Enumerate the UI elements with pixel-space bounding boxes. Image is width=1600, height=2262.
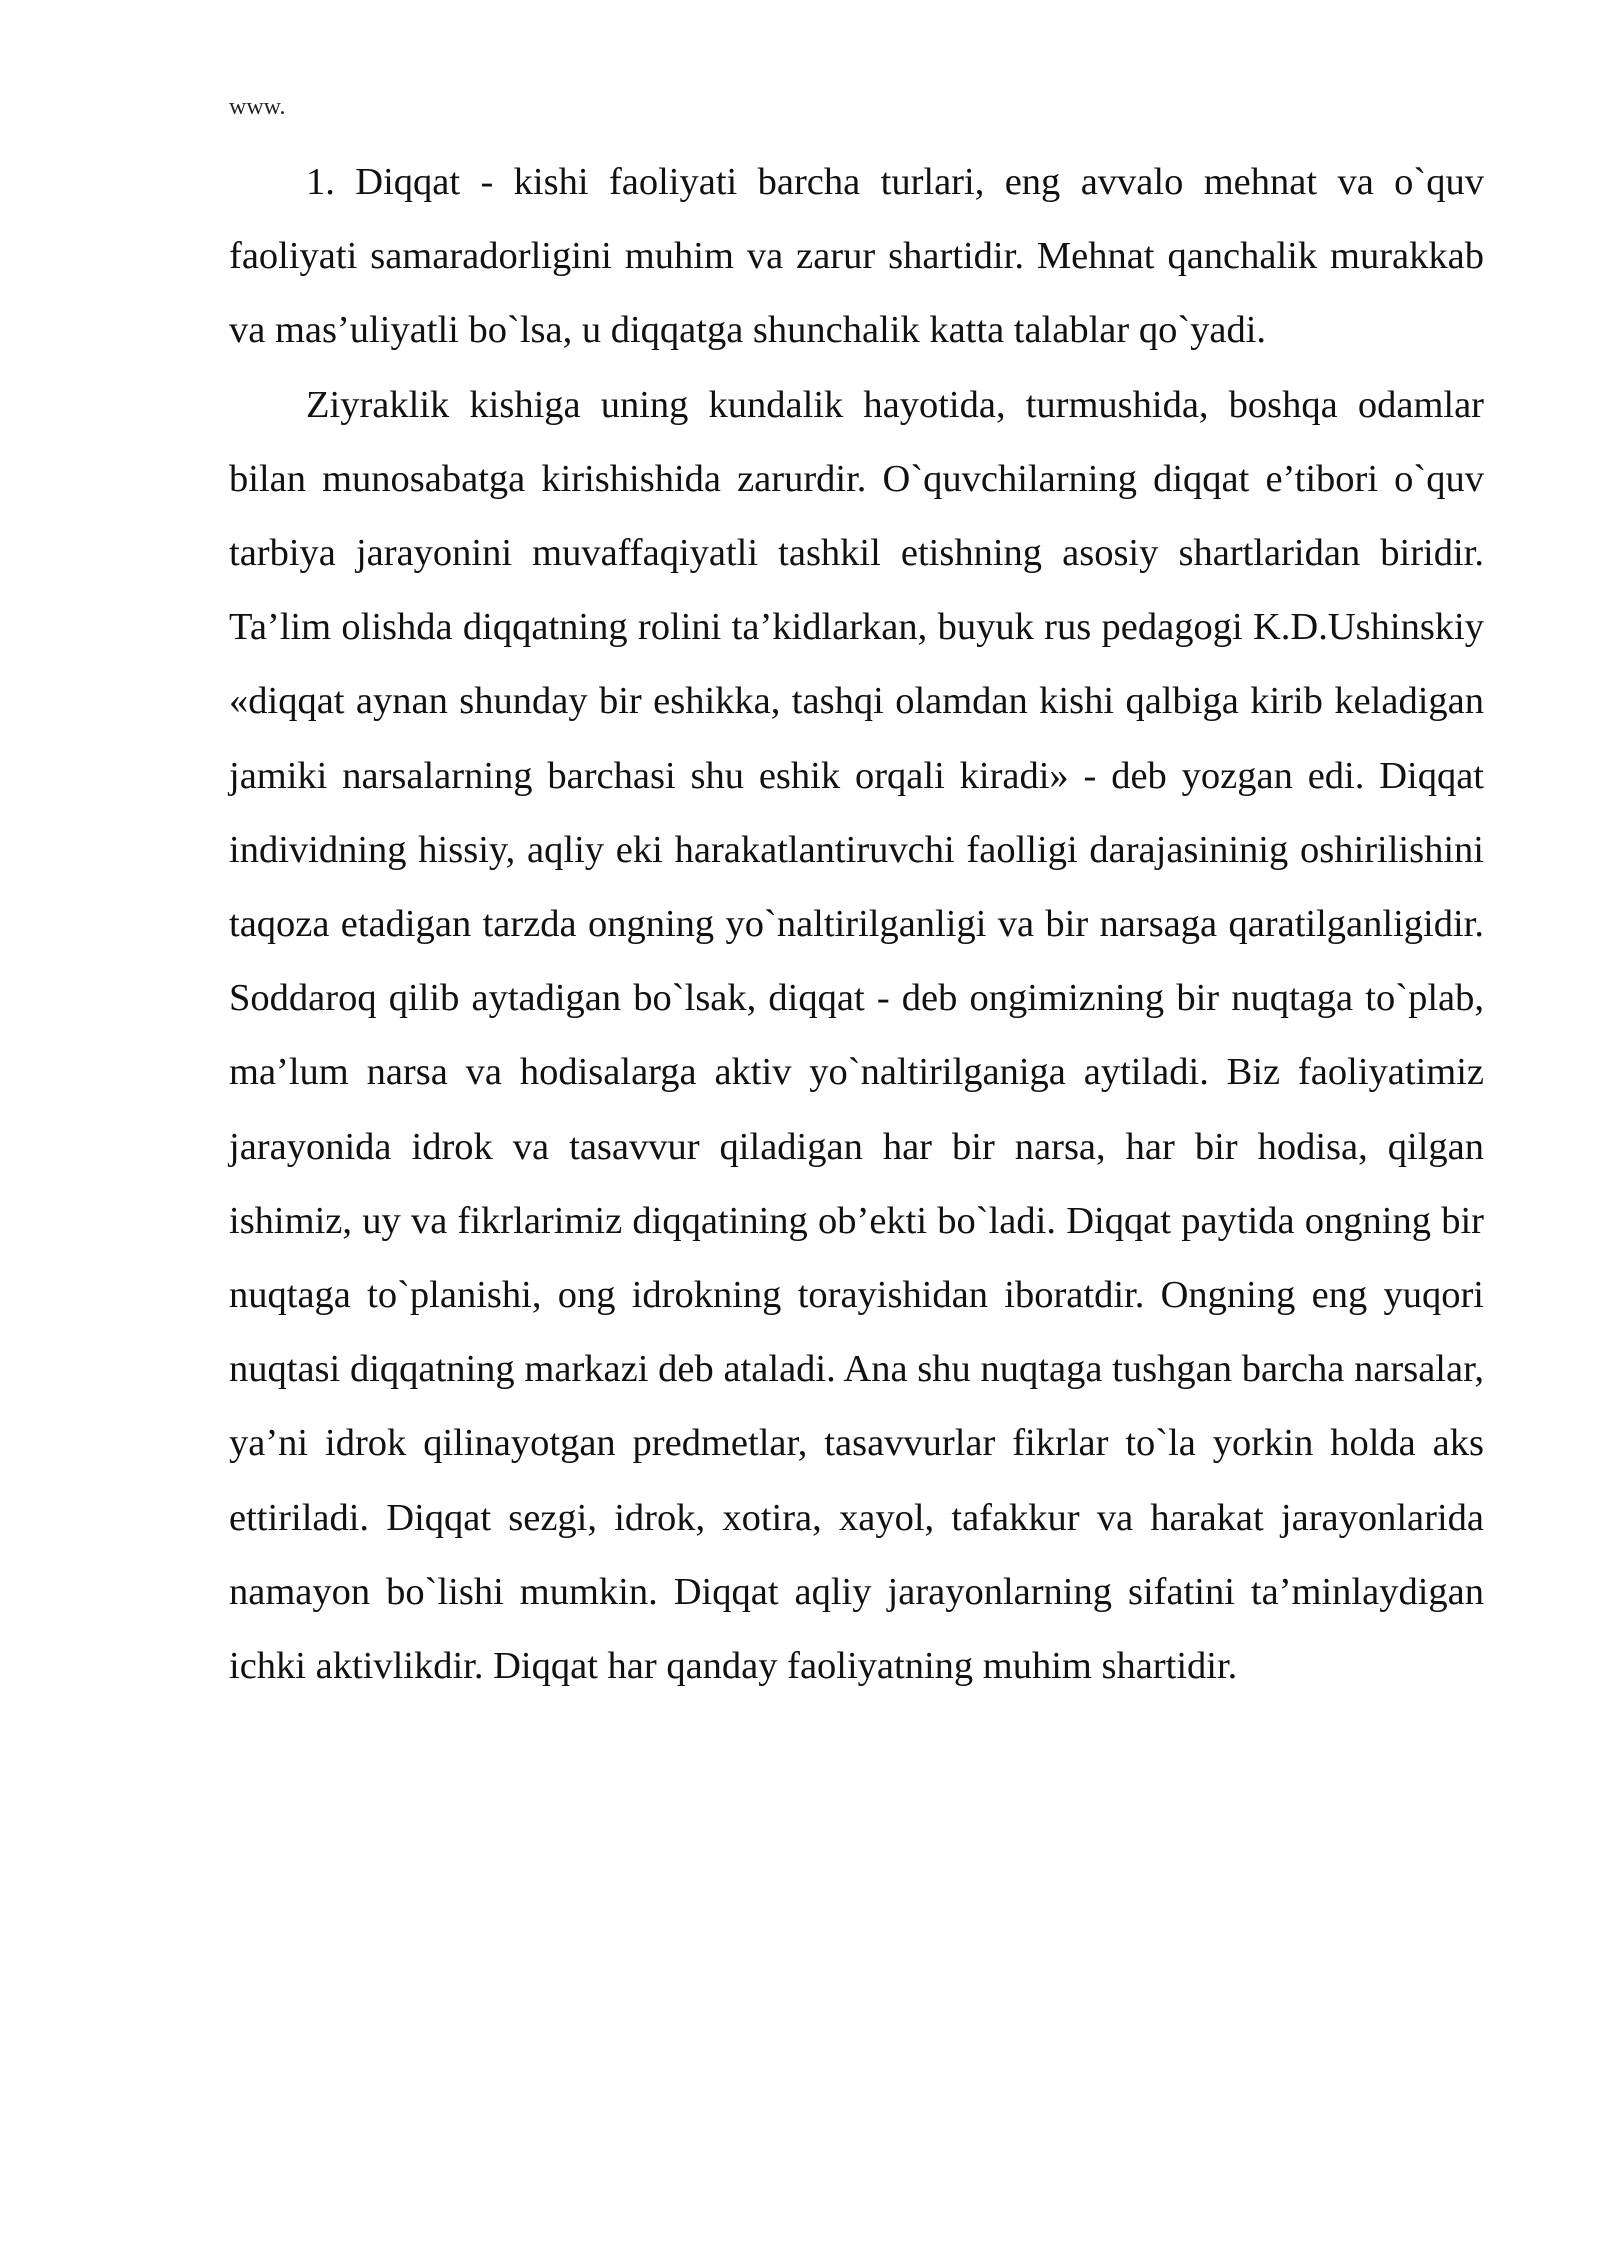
paragraph-attention-description: Ziyraklik kishiga uning kundalik hayotida, turmushida, boshqa odamlar bilan munosabatga kirishishida zarurdir. O`quvchilarning diqqat e’tibori o`quv tarbiya jarayonini muvaffaqiyatli tashkil etishning asosiy shartlaridan biridir. Ta’lim olishda diqqatning rolini ta’kidlarkan, buyuk rus pedagogi K.D.Ushinskiy «diqqat aynan shunday bir eshikka, tashqi olamdan kishi qalbiga kirib keladigan jamiki narsalarning barchasi shu eshik orqali kiradi» - deb yozgan edi. Diqqat individning hissiy, aqliy eki harakatlantiruvchi faolligi darajasininig oshirilishini taqoza etadigan tarzda ongning yo`naltirilganligi va bir narsaga qaratilganligidir. Soddaroq qilib aytadigan bo`lsak, diqqat - deb ongimizning bir nuqtaga to`plab, ma’lum narsa va hodisalarga aktiv yo`naltirilganiga aytiladi. Biz faoliyatimiz jarayonida idrok va tasavvur qiladigan har bir narsa, har bir hodisa, qilgan ishimiz, uy va fikrlarimiz diqqatining ob’ekti bo`ladi. Diqqat paytida ongning bir nuqtaga to`planishi, ong idrokning torayishidan iboratdir. Ongning eng yuqori nuqtasi diqqatning markazi deb ataladi. Ana shu nuqtaga tushgan barcha narsalar, ya’ni idrok qilinayotgan predmetlar, tasavvurlar fikrlar to`la yorkin holda aks ettiriladi. Diqqat sezgi, idrok, xotira, xayol, tafakkur va harakat jarayonlarida namayon bo`lishi mumkin. Diqqat aqliy jarayonlarning sifatini ta’minlaydigan ichki aktivlikdir. Diqqat har qanday faoliyatning muhim shartidir. [229,383,1484,1688]
document-body [229,145,1484,1703]
paragraph-attention-definition: 1. Diqqat - kishi faoliyati barcha turlari, eng avvalo mehnat va o`quv faoliyati samaradorligini muhim va zarur shartidir. Mehnat qanchalik murakkab va mas’uliyatli bo`lsa, u diqqatga shunchalik katta talablar qo`yadi. [229,161,1484,352]
page-header-mark: www. [229,94,286,120]
